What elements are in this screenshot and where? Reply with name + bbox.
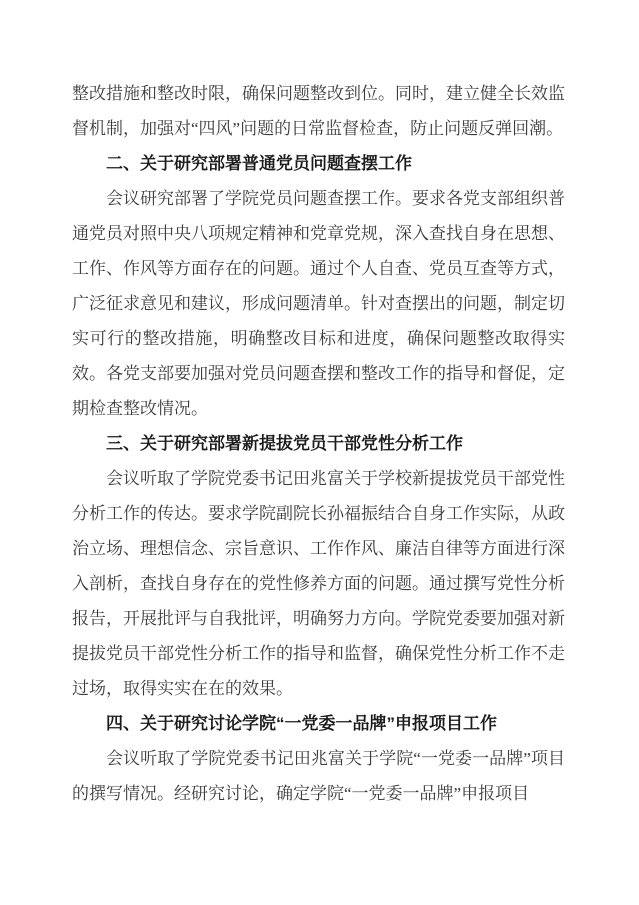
section-body-4: 会议听取了学院党委书记田兆富关于学院“一党委一品牌”项目的撰写情况。经研究讨论，确定学院“一党委一品牌”申报项目 xyxy=(72,749,565,803)
section-heading-2: 二、关于研究部署普通党员问题查摆工作 xyxy=(106,154,412,173)
continuation-paragraph: 整改措施和整改时限，确保问题整改到位。同时，建立健全长效监督机制，加强对“四风”问题的日常监督检查，防止问题反弹回潮。 xyxy=(72,84,565,138)
section-body-3: 会议听取了学院党委书记田兆富关于学校新提拔党员干部党性分析工作的传达。要求学院副院长孙福振结合自身工作实际，从政治立场、理想信念、宗旨意识、工作作风、廉洁自律等方面进行深入剖析，查找自身存在的党性修养方面的问题。通过撰写党性分析报告，开展批评与自我批评，明确努力方向。学院党委要加强对新提拔党员干部党性分析工作的指导和监督，确保党性分析工作不走过场，取得实实在在的效果。 xyxy=(72,469,565,698)
section-heading-4: 四、关于研究讨论学院“一党委一品牌”申报项目工作 xyxy=(106,714,497,733)
section-body-2: 会议研究部署了学院党员问题查摆工作。要求各党支部组织普通党员对照中央八项规定精神和党章党规，深入查找自身在思想、工作、作风等方面存在的问题。通过个人自查、党员互查等方式，广泛征求意见和建议，形成问题清单。针对查摆出的问题，制定切实可行的整改措施，明确整改目标和进度，确保问题整改取得实效。各党支部要加强对党员问题查摆和整改工作的指导和督促，定期检查整改情况。 xyxy=(72,189,565,418)
section-heading-3: 三、关于研究部署新提拔党员干部党性分析工作 xyxy=(106,434,463,453)
document-text-block xyxy=(72,76,565,811)
